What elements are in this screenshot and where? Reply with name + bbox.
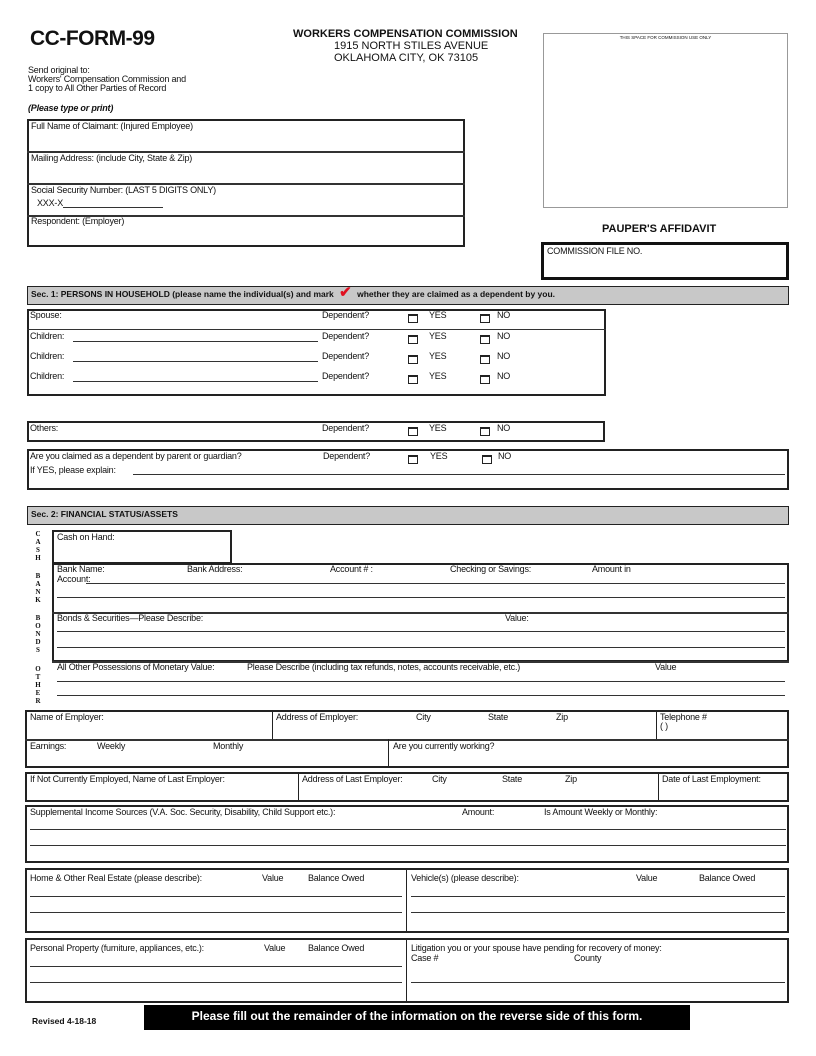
vehicle-line-2[interactable]: [411, 912, 785, 913]
commission-use-box: [543, 33, 788, 208]
child-1-yes-label: YES: [429, 331, 447, 341]
amount-in-label: Amount in: [592, 564, 631, 574]
bonds-line-2[interactable]: [57, 647, 785, 648]
child-3-yes-checkbox[interactable]: [408, 375, 418, 384]
child-3-input[interactable]: [73, 381, 318, 382]
home-value-label: Value: [262, 873, 284, 883]
home-balance-label: Balance Owed: [308, 873, 365, 883]
send-instructions-2: Workers' Compensation Commission and: [28, 74, 186, 84]
household-box: [27, 309, 606, 396]
cash-label: Cash on Hand:: [57, 532, 115, 542]
other-possessions-label: All Other Possessions of Monetary Value:: [57, 662, 215, 672]
litigation-label: Litigation you or your spouse have pending for recovery of money:: [411, 943, 662, 953]
parent-yes-label: YES: [430, 451, 448, 461]
spouse-label: Spouse:: [30, 310, 62, 320]
last-city-label: City: [432, 774, 447, 784]
parent-no-label: NO: [498, 451, 512, 461]
explain-label: If YES, please explain:: [30, 465, 116, 475]
bonds-label: Bonds & Securities—Please Describe:: [57, 613, 204, 623]
personal-balance-label: Balance Owed: [308, 943, 365, 953]
commission-use-label: THIS SPACE FOR COMMISSION USE ONLY: [619, 35, 712, 40]
telephone-label[interactable]: Telephone #: [660, 712, 707, 722]
bank-address-label: Bank Address:: [187, 564, 243, 574]
account-number-label: Account # :: [330, 564, 373, 574]
child-3-yes-label: YES: [429, 371, 447, 381]
sec1-header: [27, 286, 789, 305]
bank-line-2[interactable]: [57, 597, 785, 598]
sec1-title: Sec. 1: PERSONS IN HOUSEHOLD (please name the individual(s) and mark: [31, 289, 334, 299]
last-state-label: State: [502, 774, 523, 784]
agency-address-2: OKLAHOMA CITY, OK 73105: [334, 52, 479, 64]
supplemental-line-2[interactable]: [30, 845, 786, 846]
other-line-2[interactable]: [57, 695, 785, 696]
vehicle-label: Vehicle(s) (please describe):: [411, 873, 519, 883]
last-zip-label: Zip: [565, 774, 577, 784]
other-describe-label: Please Describe (including tax refunds, notes, accounts receivable, etc.): [247, 662, 521, 672]
child-3-dependent-label: Dependent?: [322, 371, 370, 381]
weekly-label[interactable]: Weekly: [97, 741, 126, 751]
bank-line-1[interactable]: [86, 583, 785, 584]
child-2-yes-label: YES: [429, 351, 447, 361]
personal-line-2[interactable]: [30, 982, 402, 983]
child-2-label: Children:: [30, 351, 65, 361]
earnings-label: Earnings:: [30, 741, 67, 751]
form-id: CC-FORM-99: [30, 27, 155, 50]
vehicle-line-1[interactable]: [411, 896, 785, 897]
sec1-title-cont: whether they are claimed as a dependent by you.: [357, 289, 556, 299]
telephone-paren: ( ): [660, 721, 668, 731]
employer-name-label[interactable]: Name of Employer:: [30, 712, 104, 722]
send-instructions-1: Send original to:: [28, 65, 90, 75]
home-line-1[interactable]: [30, 896, 402, 897]
home-line-2[interactable]: [30, 912, 402, 913]
child-1-no-checkbox[interactable]: [480, 335, 490, 344]
revised-date: Revised 4-18-18: [32, 1016, 97, 1026]
mailing-address-field[interactable]: Mailing Address: (include City, State & Zip): [31, 153, 193, 163]
parent-question: Are you claimed as a dependent by parent or guardian?: [30, 451, 242, 461]
supplemental-amount-label: Amount:: [462, 807, 495, 817]
personal-line-1[interactable]: [30, 966, 402, 967]
side-label-bank: B A N K: [35, 572, 41, 604]
employer-state-label: State: [488, 712, 509, 722]
child-1-yes-checkbox[interactable]: [408, 335, 418, 344]
ssn-field[interactable]: Social Security Number: (LAST 5 DIGITS ONLY): [31, 185, 216, 195]
others-label: Others:: [30, 423, 59, 433]
agency-name: WORKERS COMPENSATION COMMISSION: [293, 28, 518, 40]
document-title: PAUPER'S AFFIDAVIT: [602, 223, 717, 235]
bank-name-label: Bank Name:: [57, 564, 105, 574]
home-label: Home & Other Real Estate (please describe):: [30, 873, 202, 883]
child-2-yes-checkbox[interactable]: [408, 355, 418, 364]
case-number-label: Case #: [411, 953, 439, 963]
spouse-no-checkbox[interactable]: [480, 314, 490, 323]
child-1-label: Children:: [30, 331, 65, 341]
county-label: County: [574, 953, 602, 963]
reverse-side-notice: [144, 1005, 690, 1030]
account-label: Account:: [57, 574, 91, 584]
side-label-cash: C A S H: [35, 530, 41, 562]
side-label-bonds: B O N D S: [35, 614, 41, 654]
side-label-other: O T H E R: [35, 665, 41, 705]
parent-dependent-label: Dependent?: [323, 451, 371, 461]
last-date-label[interactable]: Date of Last Employment:: [662, 774, 761, 784]
monthly-label[interactable]: Monthly: [213, 741, 244, 751]
child-1-input[interactable]: [73, 341, 318, 342]
checking-savings-label: Checking or Savings:: [450, 564, 532, 574]
child-2-no-checkbox[interactable]: [480, 355, 490, 364]
bonds-value-label: Value:: [505, 613, 529, 623]
others-yes-label: YES: [429, 423, 447, 433]
vehicle-value-label: Value: [636, 873, 658, 883]
bonds-line-1[interactable]: [57, 631, 785, 632]
employer-address-label[interactable]: Address of Employer:: [276, 712, 359, 722]
respondent-field[interactable]: Respondent: (Employer): [31, 216, 125, 226]
currently-working-label[interactable]: Are you currently working?: [393, 741, 495, 751]
supplemental-line-1[interactable]: [30, 829, 786, 830]
reverse-side-notice-text: Please fill out the remainder of the information on the reverse side of this form.: [191, 1009, 643, 1023]
personal-property-label: Personal Property (furniture, appliances, etc.):: [30, 943, 204, 953]
ssn-prefix: XXX-X: [37, 198, 64, 208]
claimant-name-field[interactable]: Full Name of Claimant: (Injured Employee): [31, 121, 193, 131]
send-instructions-3: 1 copy to All Other Parties of Record: [28, 83, 167, 93]
checkmark-icon: ✔: [339, 284, 352, 301]
last-address-label[interactable]: Address of Last Employer:: [302, 774, 403, 784]
child-1-no-label: NO: [497, 331, 511, 341]
explain-input[interactable]: [133, 474, 785, 475]
child-1-dependent-label: Dependent?: [322, 331, 370, 341]
employer-zip-label: Zip: [556, 712, 568, 722]
other-line-1[interactable]: [57, 681, 785, 682]
last-employer-label[interactable]: If Not Currently Employed, Name of Last Employer:: [30, 774, 225, 784]
others-no-label: NO: [497, 423, 511, 433]
spouse-no-label: NO: [497, 310, 511, 320]
other-value-label: Value: [655, 662, 677, 672]
litigation-line[interactable]: [411, 982, 785, 983]
child-3-no-label: NO: [497, 371, 511, 381]
child-2-input[interactable]: [73, 361, 318, 362]
commission-file-box[interactable]: [541, 242, 789, 280]
agency-address-1: 1915 NORTH STILES AVENUE: [334, 40, 489, 52]
spouse-yes-checkbox[interactable]: [408, 314, 418, 323]
weekly-monthly-label: Is Amount Weekly or Monthly:: [544, 807, 658, 817]
child-3-no-checkbox[interactable]: [480, 375, 490, 384]
type-note: (Please type or print): [28, 103, 114, 113]
child-2-no-label: NO: [497, 351, 511, 361]
vehicle-balance-label: Balance Owed: [699, 873, 756, 883]
child-3-label: Children:: [30, 371, 65, 381]
sec2-header: [27, 506, 789, 525]
employer-city-label: City: [416, 712, 431, 722]
sec2-title: Sec. 2: FINANCIAL STATUS/ASSETS: [31, 509, 178, 519]
others-dependent-label: Dependent?: [322, 423, 370, 433]
personal-value-label: Value: [264, 943, 286, 953]
supplemental-label: Supplemental Income Sources (V.A. Soc. Security, Disability, Child Support etc.):: [30, 807, 336, 817]
spouse-dependent-label: Dependent?: [322, 310, 370, 320]
commission-file-label: COMMISSION FILE NO.: [547, 246, 643, 256]
others-box: [27, 421, 605, 442]
spouse-yes-label: YES: [429, 310, 447, 320]
child-2-dependent-label: Dependent?: [322, 351, 370, 361]
